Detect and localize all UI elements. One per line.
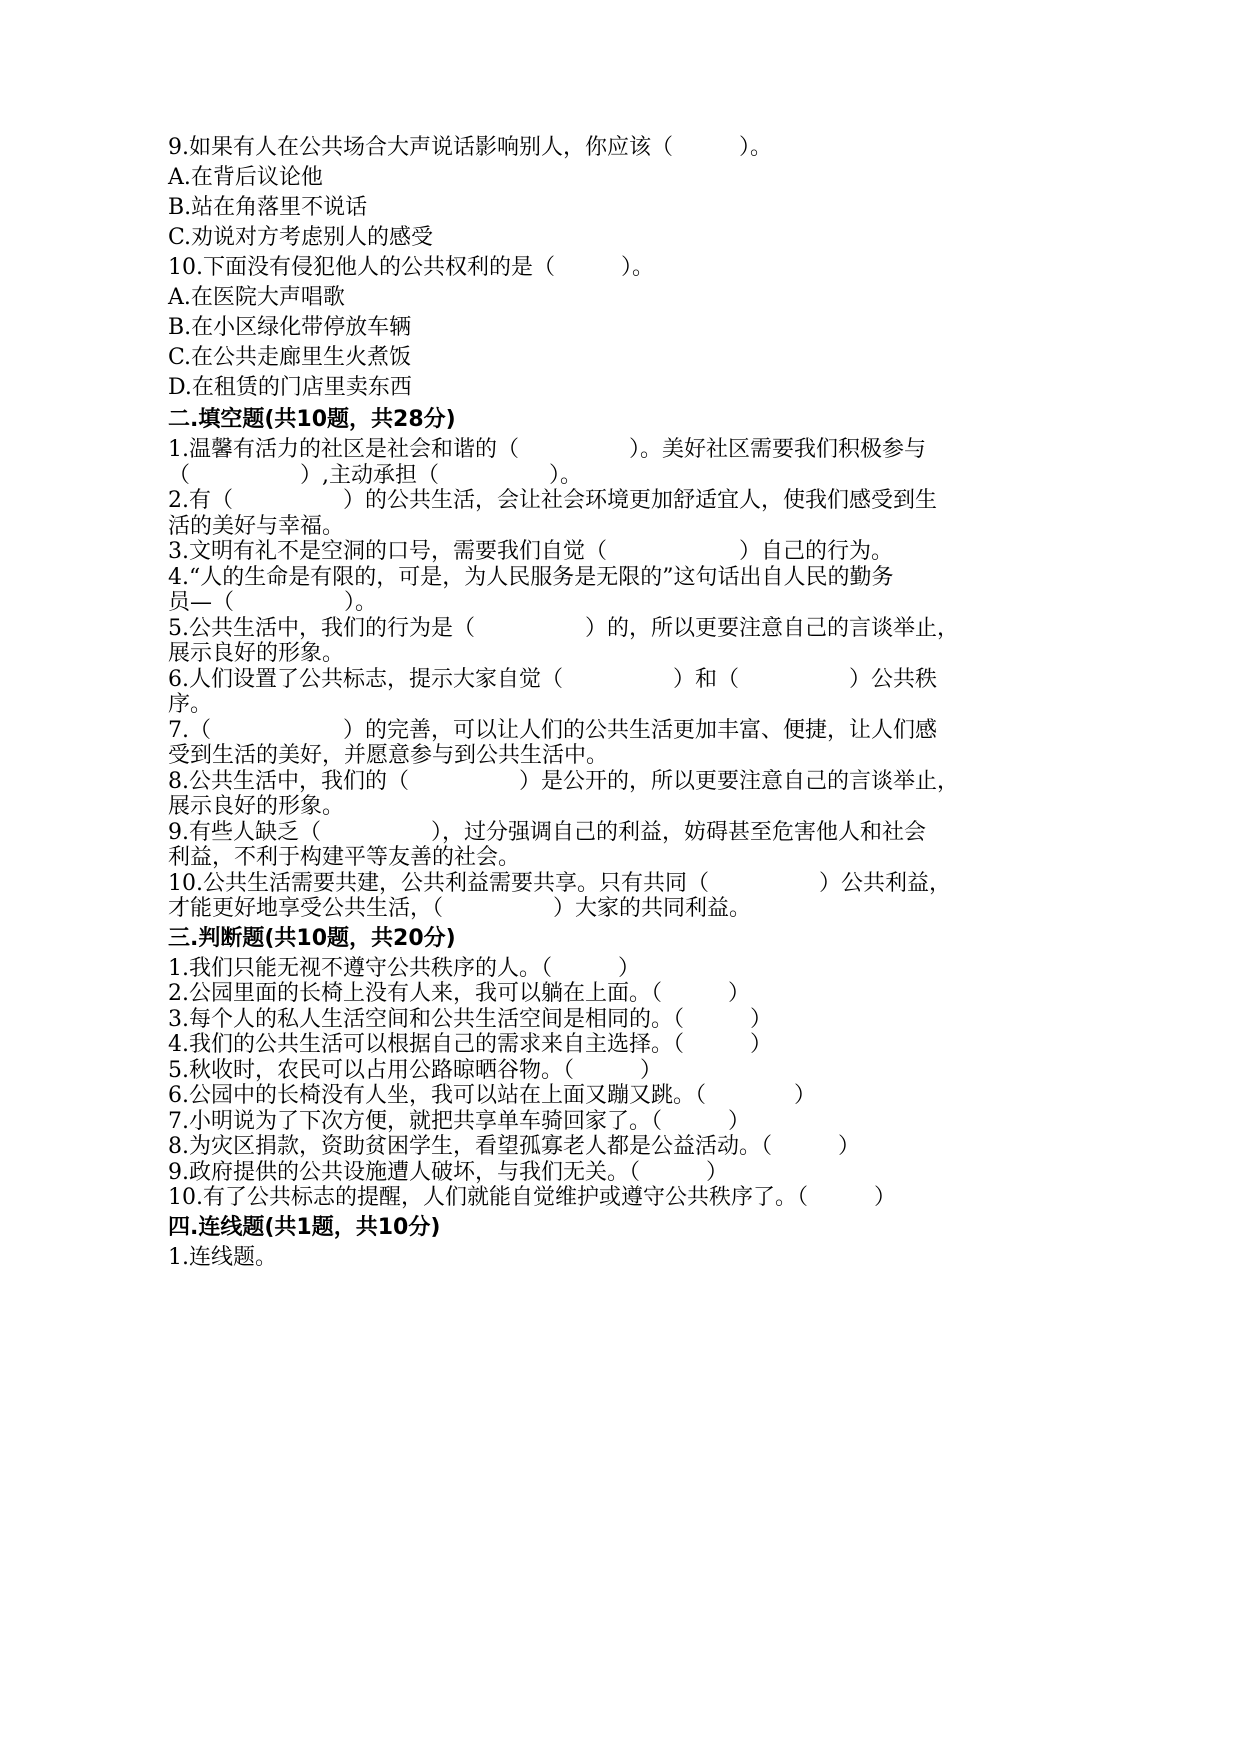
question-line: 才能更好地享受公共生活，（ ）大家的共同利益。 <box>168 896 752 921</box>
fill-question-5 <box>168 616 1168 667</box>
question-line: 序。 <box>168 692 213 717</box>
fill-question-9 <box>168 820 1168 871</box>
fill-question-8 <box>168 769 1168 820</box>
question-line: 1.温馨有活力的社区是社会和谐的（ ）。美好社区需要我们积极参与 <box>168 437 926 462</box>
question-line: 利益，不利于构建平等友善的社会。 <box>168 845 521 870</box>
fill-question-2 <box>168 488 1168 539</box>
question-line: 8.公共生活中，我们的（ ）是公开的，所以更要注意自己的言谈举止， <box>168 768 959 794</box>
question-line: 受到生活的美好，并愿意参与到公共生活中。 <box>168 743 609 768</box>
option-b: B.在小区绿化带停放车辆 <box>168 315 412 340</box>
question-line: 展示良好的形象。 <box>168 794 345 819</box>
tf-question-1: 1.我们只能无视不遵守公共秩序的人。（ ） <box>168 955 640 981</box>
matching-question-1: 1.连线题。 <box>168 1244 277 1270</box>
option-c: C.在公共走廊里生火煮饭 <box>168 345 412 370</box>
question-line: 展示良好的形象。 <box>168 641 345 666</box>
question-line: 5.公共生活中，我们的行为是（ ）的，所以更要注意自己的言谈举止， <box>168 615 959 641</box>
fill-question-6 <box>168 667 1168 718</box>
tf-question-3: 3.每个人的私人生活空间和公共生活空间是相同的。（ ） <box>168 1006 772 1032</box>
option-c: C.劝说对方考虑别人的感受 <box>168 225 434 250</box>
option-a: A.在医院大声唱歌 <box>168 285 345 310</box>
tf-question-10: 10.有了公共标志的提醒，人们就能自觉维护或遵守公共秩序了。（ ） <box>168 1185 896 1210</box>
fill-question-1 <box>168 437 1168 488</box>
question-line: 2.有（ ）的公共生活，会让社会环境更加舒适宜人，使我们感受到生 <box>168 488 937 513</box>
question-line: 9.有些人缺乏（ ），过分强调自己的利益，妨碍甚至危害他人和社会 <box>168 819 926 845</box>
tf-question-4: 4.我们的公共生活可以根据自己的需求来自主选择。（ ） <box>168 1032 772 1057</box>
question-line: 10.公共生活需要共建，公共利益需要共享。只有共同（ ）公共利益， <box>168 870 951 896</box>
question-line: 3.文明有礼不是空洞的口号，需要我们自觉（ ）自己的行为。 <box>168 539 893 564</box>
tf-question-6: 6.公园中的长椅没有人坐，我可以站在上面又蹦又跳。（ ） <box>168 1083 816 1108</box>
question-stem: 10.下面没有侵犯他人的公共权利的是（ ）。 <box>168 255 654 280</box>
section-title: 三.判断题(共10题，共20分) <box>168 925 456 951</box>
choice-section <box>168 133 1168 403</box>
choice-question-10 <box>168 253 1168 403</box>
section-title: 四.连线题(共1题，共10分) <box>168 1214 441 1240</box>
question-line: 6.人们设置了公共标志，提示大家自觉（ ）和（ ）公共秩 <box>168 666 937 692</box>
question-line: 7.（ ）的完善，可以让人们的公共生活更加丰富、便捷，让人们感 <box>168 717 937 743</box>
tf-question-5: 5.秋收时，农民可以占用公路晾晒谷物。（ ） <box>168 1057 662 1083</box>
fill-question-10 <box>168 871 1168 922</box>
option-d: D.在租赁的门店里卖东西 <box>168 375 412 400</box>
fill-in-section <box>168 403 1168 922</box>
section-title: 二.填空题(共10题，共28分) <box>168 407 456 432</box>
tf-question-7: 7.小明说为了下次方便，就把共享单车骑回家了。（ ） <box>168 1108 750 1134</box>
tf-question-9: 9.政府提供的公共设施遭人破坏，与我们无关。（ ） <box>168 1159 728 1185</box>
fill-question-4 <box>168 565 1168 616</box>
tf-question-2: 2.公园里面的长椅上没有人来，我可以躺在上面。（ ） <box>168 981 750 1006</box>
exam-content <box>168 133 1168 1270</box>
question-line: 活的美好与幸福。 <box>168 513 345 539</box>
fill-question-7 <box>168 718 1168 769</box>
choice-question-9 <box>168 133 1168 253</box>
question-stem: 9.如果有人在公共场合大声说话影响别人，你应该（ ）。 <box>168 135 772 160</box>
tf-question-8: 8.为灾区捐款，资助贫困学生，看望孤寡老人都是公益活动。（ ） <box>168 1134 860 1159</box>
question-line: （ ）,主动承担（ ）。 <box>168 462 582 488</box>
question-line: 4.“人的生命是有限的，可是，为人民服务是无限的”这句话出自人民的勤务 <box>168 564 894 590</box>
matching-section <box>168 1211 1168 1271</box>
option-a: A.在背后议论他 <box>168 165 323 190</box>
true-false-section <box>168 922 1168 1211</box>
option-b: B.站在角落里不说话 <box>168 195 368 220</box>
question-line: 员—（ ）。 <box>168 590 378 615</box>
fill-question-3 <box>168 539 1168 565</box>
